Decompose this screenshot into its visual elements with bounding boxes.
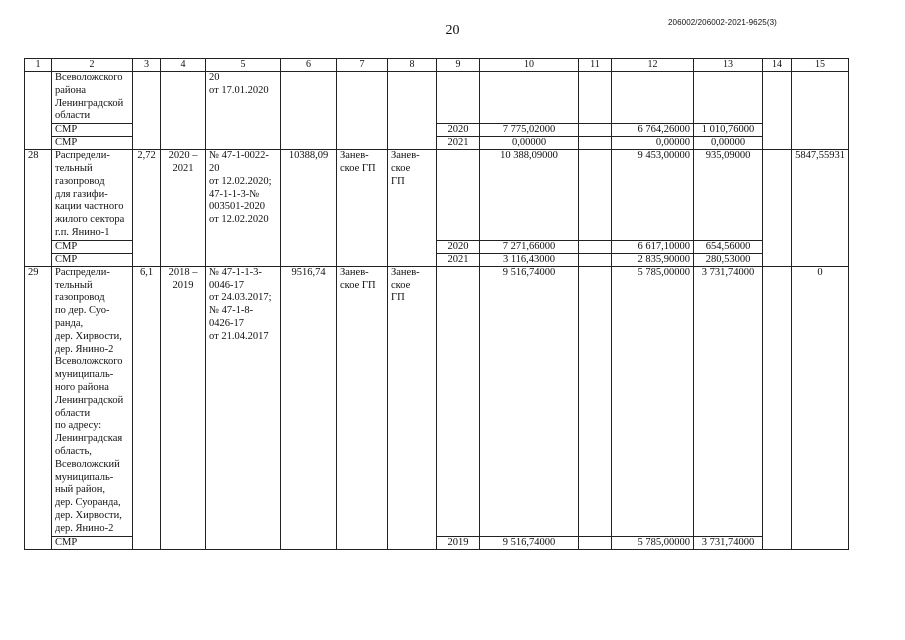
value-cell: 280,53000 [694, 253, 763, 266]
document-id: 206002/206002-2021-9625(3) [668, 18, 777, 27]
smr-label: СМР [52, 124, 133, 137]
value-cell: 0,00000 [612, 137, 694, 150]
col-header: 2 [52, 59, 133, 72]
col-header: 13 [694, 59, 763, 72]
length-cell: 6,1 [133, 266, 161, 549]
value-cell: 3 731,74000 [694, 536, 763, 549]
col-header: 11 [579, 59, 612, 72]
col-header: 14 [763, 59, 792, 72]
page-number: 20 [445, 23, 460, 38]
permit-cell: № 47-1-1-3- 0046-17 от 24.03.2017; № 47-1-8- 0426-17 от 21.04.2017 [206, 266, 281, 549]
customer-cell: Занев- ское ГП [337, 150, 388, 267]
value-cell: 6 764,26000 [612, 124, 694, 137]
year-cell: 2019 [437, 536, 480, 549]
table-row [25, 150, 849, 241]
object-name: Распредели- тельный газопровод для газифи- кации частного жилого сектора г.п. Янино-1 [52, 150, 133, 241]
value-cell: 935,09000 [694, 150, 763, 241]
value-cell: 0,00000 [694, 137, 763, 150]
col-header: 3 [133, 59, 161, 72]
object-name: Распредели- тельный газопровод по дер. Суо- ранда, дер. Хирвости, дер. Янино-2 Всеволожского муниципаль- ного района Ленинградской области по адресу: Ленинградская область, Всеволожский муниципаль- ный район, дер. Суоранда, дер. Хирвости, дер. Янино-2 [52, 266, 133, 536]
col-header: 8 [388, 59, 437, 72]
header-row [25, 59, 849, 72]
years-cell: 2020 – 2021 [161, 150, 206, 267]
year-cell: 2020 [437, 240, 480, 253]
owner-cell: Занев- ское ГП [388, 150, 437, 267]
value-cell: 3 731,74000 [694, 266, 763, 536]
col-header: 6 [281, 59, 337, 72]
year-cell: 2021 [437, 137, 480, 150]
value-cell: 0,00000 [480, 137, 579, 150]
col-header: 5 [206, 59, 281, 72]
register-table [24, 58, 849, 550]
cost-cell: 10388,09 [281, 150, 337, 267]
value-cell: 5 785,00000 [612, 266, 694, 536]
years-cell: 2018 – 2019 [161, 266, 206, 549]
value-cell: 654,56000 [694, 240, 763, 253]
object-name: Всеволожского района Ленинградской области [52, 72, 133, 124]
table-row [25, 72, 849, 124]
value-cell: 9 516,74000 [480, 536, 579, 549]
value-cell: 6 617,10000 [612, 240, 694, 253]
table-row [25, 266, 849, 536]
value-cell: 10 388,09000 [480, 150, 579, 241]
value-cell: 7 775,02000 [480, 124, 579, 137]
permit-cell: № 47-1-0022- 20 от 12.02.2020; 47-1-1-3-№ 003501-2020 от 12.02.2020 [206, 150, 281, 267]
smr-label: СМР [52, 253, 133, 266]
smr-label: СМР [52, 240, 133, 253]
value-cell: 7 271,66000 [480, 240, 579, 253]
year-cell: 2020 [437, 124, 480, 137]
col-header: 1 [25, 59, 52, 72]
row-number: 28 [25, 150, 52, 267]
smr-label: СМР [52, 137, 133, 150]
col-header: 15 [792, 59, 849, 72]
value-cell: 3 116,43000 [480, 253, 579, 266]
row-number: 29 [25, 266, 52, 549]
value-cell: 9 516,74000 [480, 266, 579, 536]
col-header: 12 [612, 59, 694, 72]
col-header: 7 [337, 59, 388, 72]
value-cell: 5847,55931 [792, 150, 849, 267]
permit-cell: 20 от 17.01.2020 [206, 72, 281, 150]
value-cell: 5 785,00000 [612, 536, 694, 549]
customer-cell: Занев- ское ГП [337, 266, 388, 549]
value-cell: 1 010,76000 [694, 124, 763, 137]
value-cell: 9 453,00000 [612, 150, 694, 241]
value-cell: 2 835,90000 [612, 253, 694, 266]
owner-cell: Занев- ское ГП [388, 266, 437, 549]
length-cell: 2,72 [133, 150, 161, 267]
value-cell: 0 [792, 266, 849, 549]
cost-cell: 9516,74 [281, 266, 337, 549]
year-cell: 2021 [437, 253, 480, 266]
smr-label: СМР [52, 536, 133, 549]
col-header: 9 [437, 59, 480, 72]
col-header: 10 [480, 59, 579, 72]
col-header: 4 [161, 59, 206, 72]
